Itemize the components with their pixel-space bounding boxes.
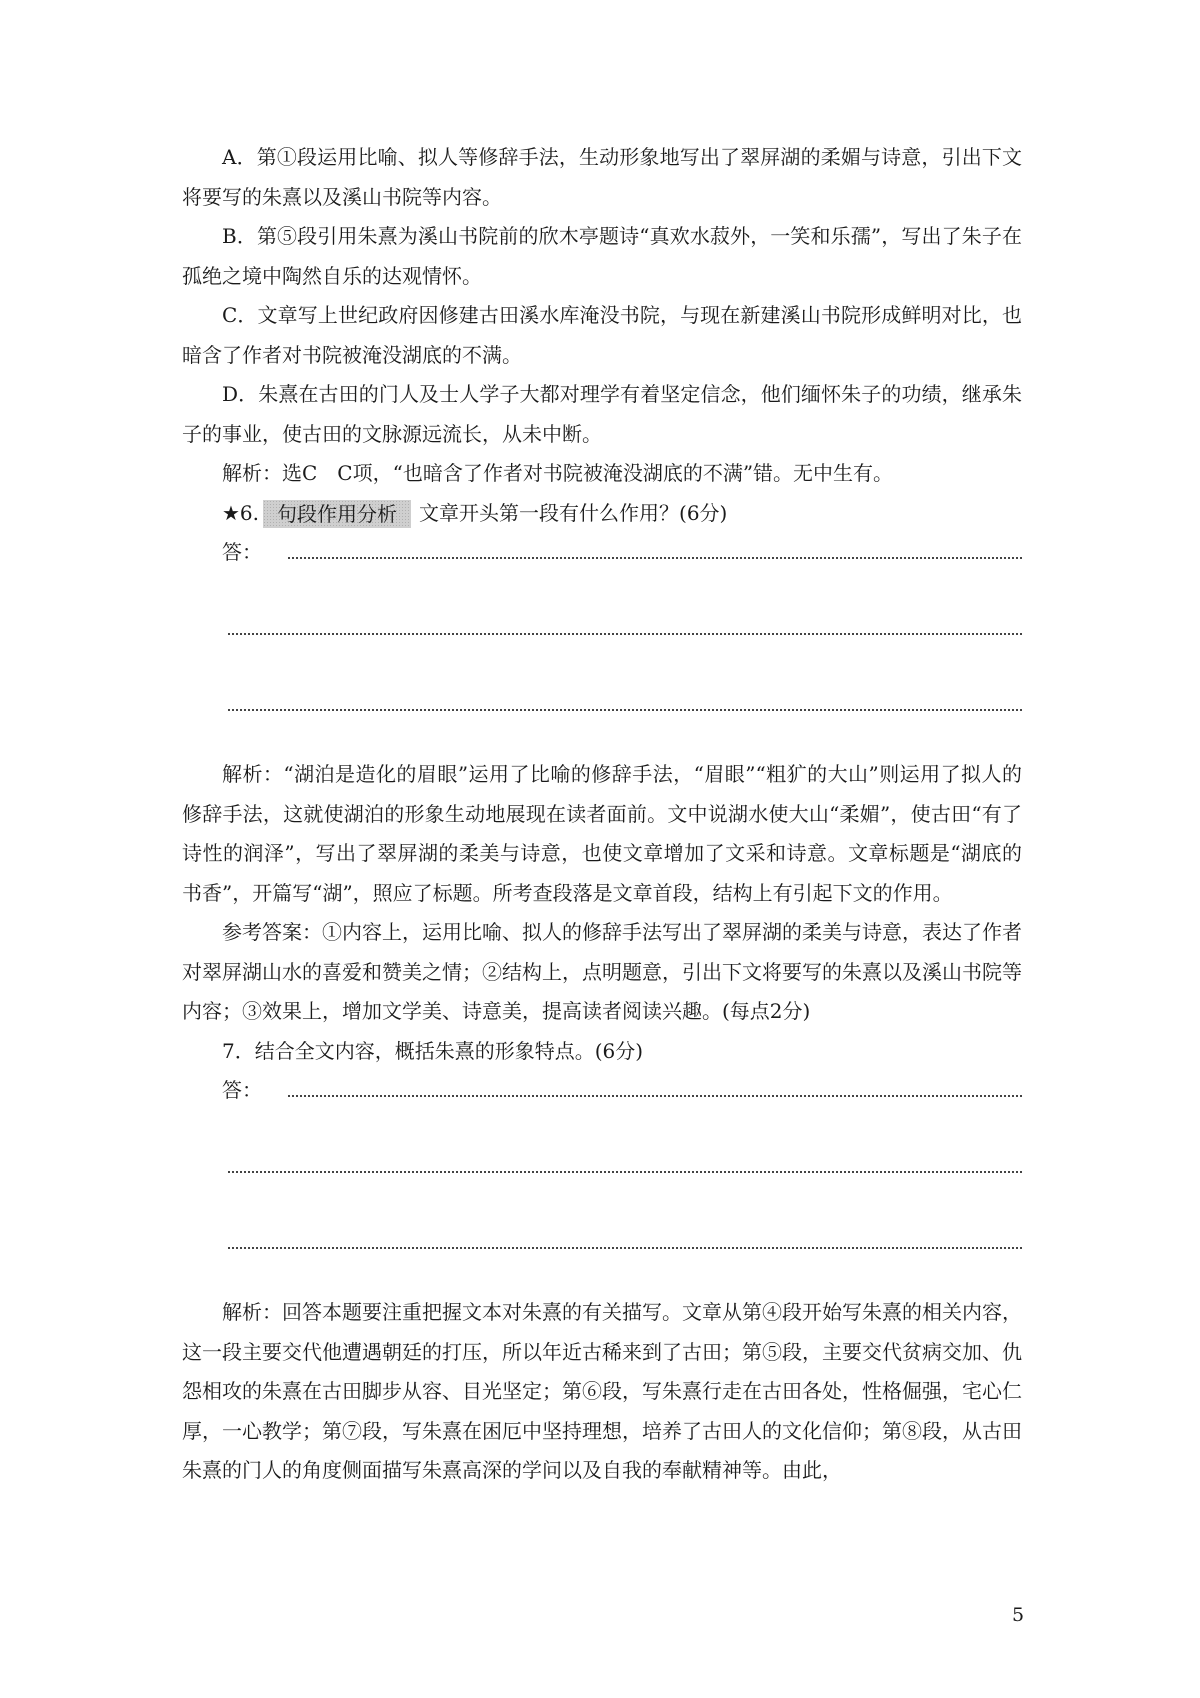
answer-area: [182, 533, 1022, 615]
answer-line[interactable]: [228, 1171, 1022, 1173]
q5-analysis: 解析：选C C项，“也暗含了作者对书院被淹没湖底的不满”错。无中生有。: [222, 461, 894, 485]
answer-line[interactable]: [288, 557, 1022, 559]
answer-line[interactable]: [228, 709, 1022, 711]
answer-label: 答：: [222, 540, 262, 564]
answer-line[interactable]: [228, 633, 1022, 635]
option-c: C．文章写上世纪政府因修建古田溪水库淹没书院，与现在新建溪山书院形成鲜明对比，也暗含了作者对书院被淹没湖底的不满。: [182, 303, 1022, 367]
document-body: [182, 138, 1022, 1491]
answer-line[interactable]: [288, 1095, 1022, 1097]
question-7: 7．结合全文内容，概括朱熹的形象特点。(6分): [222, 1038, 644, 1063]
q7-analysis: 解析：回答本题要注重把握文本对朱熹的有关描写。文章从第④段开始写朱熹的相关内容，这一段主要交代他遭遇朝廷的打压，所以年近古稀来到了古田；第⑤段，主要交代贫病交加、仇怨相攻的朱熹在古田脚步从容、目光坚定；第⑥段，写朱熹行走在古田各处，性格倔强，宅心仁厚，一心教学；第⑦段，写朱熹在困厄中坚持理想，培养了古田人的文化信仰；第⑧段，从古田朱熹的门人的角度侧面描写朱熹高深的学问以及自我的奉献精神等。由此，: [182, 1300, 1022, 1482]
option-d: D．朱熹在古田的门人及士人学子大都对理学有着坚定信念，他们缅怀朱子的功绩，继承朱子的事业，使古田的文脉源远流长，从未中断。: [182, 382, 1022, 446]
answer-line[interactable]: [228, 1247, 1022, 1249]
answer-area: [182, 615, 1022, 697]
q6-analysis: 解析：“湖泊是造化的眉眼”运用了比喻的修辞手法，“眉眼”“粗犷的大山”则运用了拟人的修辞手法，这就使湖泊的形象生动地展现在读者面前。文中说湖水使大山“柔媚”，使古田“有了诗性的润泽”，写出了翠屏湖的柔美与诗意，也使文章增加了文采和诗意。文章标题是“湖底的书香”，开篇写“湖”，照应了标题。所考查段落是文章首段，结构上有引起下文的作用。: [182, 762, 1022, 905]
question-text: 文章开头第一段有什么作用？(6分): [419, 500, 728, 525]
question-6: [182, 494, 1022, 534]
option-b: B．第⑤段引用朱熹为溪山书院前的欣木亭题诗“真欢水菽外，一笑和乐孺”，写出了朱子在孤绝之境中陶然自乐的达观情怀。: [182, 224, 1022, 288]
page-number: 5: [1012, 1604, 1025, 1626]
answer-area: [182, 1153, 1022, 1235]
q6-reference-answer: 参考答案：①内容上，运用比喻、拟人的修辞手法写出了翠屏湖的柔美与诗意，表达了作者对翠屏湖山水的喜爱和赞美之情；②结构上，点明题意，引出下文将要写的朱熹以及溪山书院等内容；③效果上，增加文学美、诗意美，提高读者阅读兴趣。(每点2分): [182, 920, 1022, 1023]
option-a: A．第①段运用比喻、拟人等修辞手法，生动形象地写出了翠屏湖的柔媚与诗意，引出下文将要写的朱熹以及溪山书院等内容。: [182, 145, 1022, 209]
answer-area: [182, 1071, 1022, 1153]
answer-label: 答：: [222, 1078, 262, 1102]
answer-area: [182, 1235, 1022, 1293]
question-type-tag: 句段作用分析: [263, 500, 411, 528]
question-number: ★6.: [222, 500, 260, 525]
answer-area: [182, 697, 1022, 755]
